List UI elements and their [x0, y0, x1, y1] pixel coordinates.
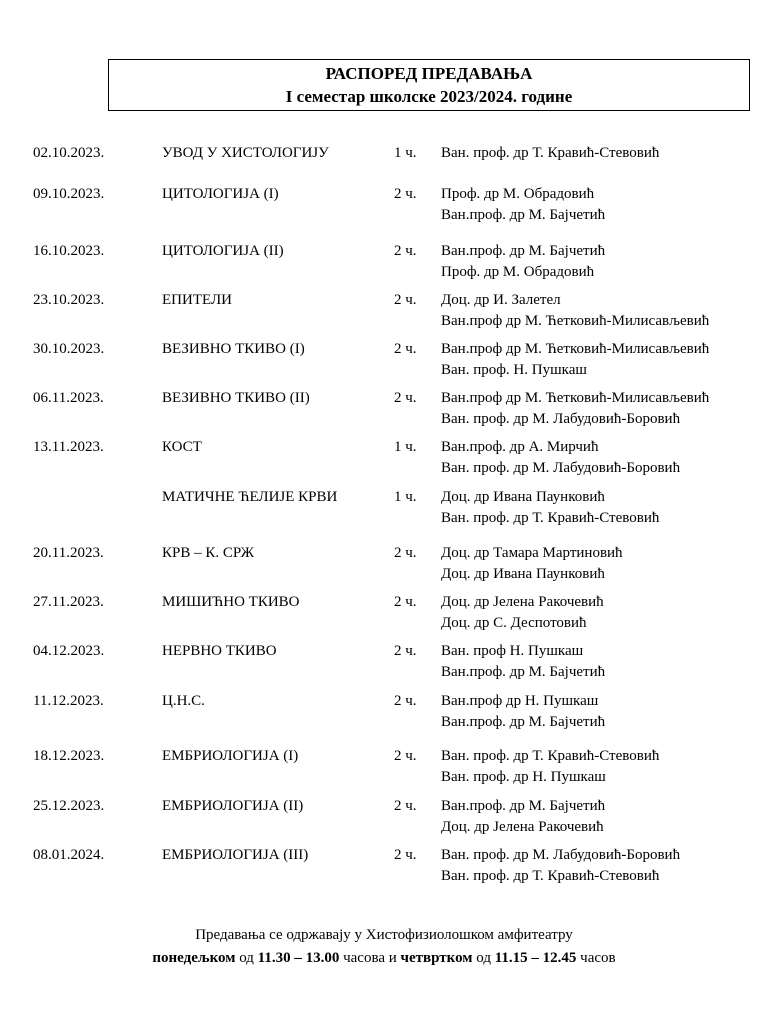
- lecturer-name: Ван. проф. др Н. Пушкаш: [441, 769, 606, 785]
- lecture-date: 08.01.2024.: [33, 847, 105, 863]
- lecturers: [441, 437, 680, 479]
- lecture-hours: 2 ч.: [394, 693, 417, 709]
- lecture-date: 02.10.2023.: [33, 145, 105, 161]
- lecture-topic: КРВ – К. СРЖ: [162, 545, 255, 561]
- footer-time-monday: 11.30 – 13.00: [257, 950, 340, 966]
- lecture-hours: 2 ч.: [394, 243, 417, 259]
- lecturer-name: Доц. др Тамара Мартиновић: [441, 545, 623, 561]
- lecturer-name: Ван.проф др М. Ћетковић-Милисављевић: [441, 341, 710, 357]
- lecture-hours: 2 ч.: [394, 545, 417, 561]
- lecturers: [441, 845, 680, 887]
- document-subtitle: I семестар школске 2023/2024. године: [285, 87, 573, 106]
- footer-times-line: [0, 947, 768, 970]
- footer-od-1: од: [235, 950, 258, 966]
- lecture-date: 11.12.2023.: [33, 693, 104, 709]
- lecture-hours: 2 ч.: [394, 186, 417, 202]
- lecturer-name: Ван. проф. др М. Лабудовић-Боровић: [441, 411, 681, 427]
- lecturers: [441, 143, 659, 164]
- lecture-topic: ЦИТОЛОГИЈА (I): [162, 186, 279, 202]
- footer-tail: часов: [576, 950, 616, 966]
- lecture-topic: ВЕЗИВНО ТКИВО (II): [162, 390, 310, 406]
- lecturer-name: Ван. проф. др Т. Кравић-Стевовић: [441, 145, 660, 161]
- lecturers: [441, 641, 605, 683]
- lecture-topic: НЕРВНО ТКИВО: [162, 643, 277, 659]
- lecturer-name: Ван.проф. др М. Бајчетић: [441, 798, 606, 814]
- lecture-date: 16.10.2023.: [33, 243, 105, 259]
- lecture-hours: 2 ч.: [394, 748, 417, 764]
- lecturer-name: Ван.проф. др А. Мирчић: [441, 439, 599, 455]
- lecture-hours: 2 ч.: [394, 292, 417, 308]
- lecture-hours: 1 ч.: [394, 489, 417, 505]
- lecture-hours: 1 ч.: [394, 439, 417, 455]
- lecturer-name: Проф. др М. Обрадовић: [441, 186, 595, 202]
- lecturer-name: Ван.проф др Н. Пушкаш: [441, 693, 599, 709]
- lecturer-name: Ван.проф. др М. Бајчетић: [441, 243, 606, 259]
- lecture-topic: ЕПИТЕЛИ: [162, 292, 232, 308]
- lecturer-name: Проф. др М. Обрадовић: [441, 264, 595, 280]
- footer-od-2: од: [472, 950, 495, 966]
- lecture-topic: УВОД У ХИСТОЛОГИЈУ: [162, 145, 329, 161]
- lecture-hours: 2 ч.: [394, 847, 417, 863]
- footer-note: [0, 924, 768, 970]
- lecture-date: 04.12.2023.: [33, 643, 105, 659]
- lecture-topic: ЕМБРИОЛОГИЈА (II): [162, 798, 304, 814]
- lecturer-name: Ван.проф. др М. Бајчетић: [441, 664, 606, 680]
- lecturer-name: Ван. проф. др Т. Кравић-Стевовић: [441, 510, 660, 526]
- lecture-date: 25.12.2023.: [33, 798, 105, 814]
- lecturers: [441, 290, 709, 332]
- lecture-hours: 1 ч.: [394, 145, 417, 161]
- footer-time-thursday: 11.15 – 12.45: [494, 950, 577, 966]
- lecturers: [441, 487, 659, 529]
- lecture-topic: МИШИЋНО ТКИВО: [162, 594, 300, 610]
- lecturer-name: Ван. проф. Н. Пушкаш: [441, 362, 587, 378]
- lecture-date: 06.11.2023.: [33, 390, 104, 406]
- lecturer-name: Доц. др Јелена Ракочевић: [441, 594, 604, 610]
- footer-connector: часова и: [339, 950, 401, 966]
- lecturers: [441, 388, 709, 430]
- lecture-topic: Ц.Н.С.: [162, 693, 205, 709]
- lecturer-name: Ван. проф. др Т. Кравић-Стевовић: [441, 748, 660, 764]
- lecturer-name: Доц. др С. Деспотовић: [441, 615, 587, 631]
- lecturer-name: Доц. др Ивана Паунковић: [441, 566, 605, 582]
- lecture-topic: ЕМБРИОЛОГИЈА (III): [162, 847, 309, 863]
- lecturer-name: Доц. др И. Залетел: [441, 292, 561, 308]
- lecturer-name: Ван.проф. др М. Бајчетић: [441, 207, 606, 223]
- lecturers: [441, 746, 659, 788]
- lecturer-name: Ван. проф. др М. Лабудовић-Боровић: [441, 460, 681, 476]
- lecture-date: 20.11.2023.: [33, 545, 104, 561]
- lecturer-name: Ван.проф др М. Ћетковић-Милисављевић: [441, 313, 710, 329]
- lecturer-name: Доц. др Ивана Паунковић: [441, 489, 605, 505]
- lecturer-name: Доц. др Јелена Ракочевић: [441, 819, 604, 835]
- lecturer-name: Ван.проф др М. Ћетковић-Милисављевић: [441, 390, 710, 406]
- footer-day-monday: понедељком: [152, 950, 236, 966]
- lecture-date: 23.10.2023.: [33, 292, 105, 308]
- lecture-topic: ВЕЗИВНО ТКИВО (I): [162, 341, 305, 357]
- lecture-hours: 2 ч.: [394, 341, 417, 357]
- lecturers: [441, 691, 605, 733]
- lecture-date: 30.10.2023.: [33, 341, 105, 357]
- lecture-hours: 2 ч.: [394, 390, 417, 406]
- lecture-hours: 2 ч.: [394, 594, 417, 610]
- document-title: РАСПОРЕД ПРЕДАВАЊА: [325, 64, 533, 83]
- lecture-hours: 2 ч.: [394, 643, 417, 659]
- lecture-date: 27.11.2023.: [33, 594, 104, 610]
- lecture-topic: ЕМБРИОЛОГИЈА (I): [162, 748, 299, 764]
- lecturer-name: Ван. проф Н. Пушкаш: [441, 643, 584, 659]
- lecture-topic: МАТИЧНЕ ЋЕЛИЈЕ КРВИ: [162, 489, 338, 505]
- footer-day-thursday: четвртком: [400, 950, 473, 966]
- lecturers: [441, 184, 605, 226]
- lecture-date: 13.11.2023.: [33, 439, 104, 455]
- lecturers: [441, 241, 605, 283]
- lecturers: [441, 796, 605, 838]
- lecture-date: 18.12.2023.: [33, 748, 105, 764]
- lecturers: [441, 592, 604, 634]
- lecturer-name: Ван.проф. др М. Бајчетић: [441, 714, 606, 730]
- lecture-date: 09.10.2023.: [33, 186, 105, 202]
- lecture-hours: 2 ч.: [394, 798, 417, 814]
- lecture-topic: КОСТ: [162, 439, 202, 455]
- footer-location-line: Предавања се одржавају у Хистофизиолошком амфитеатру: [195, 927, 573, 943]
- lecturer-name: Ван. проф. др М. Лабудовић-Боровић: [441, 847, 681, 863]
- lecturers: [441, 339, 709, 381]
- lecturer-name: Ван. проф. др Т. Кравић-Стевовић: [441, 868, 660, 884]
- lecturers: [441, 543, 623, 585]
- lecture-topic: ЦИТОЛОГИЈА (II): [162, 243, 284, 259]
